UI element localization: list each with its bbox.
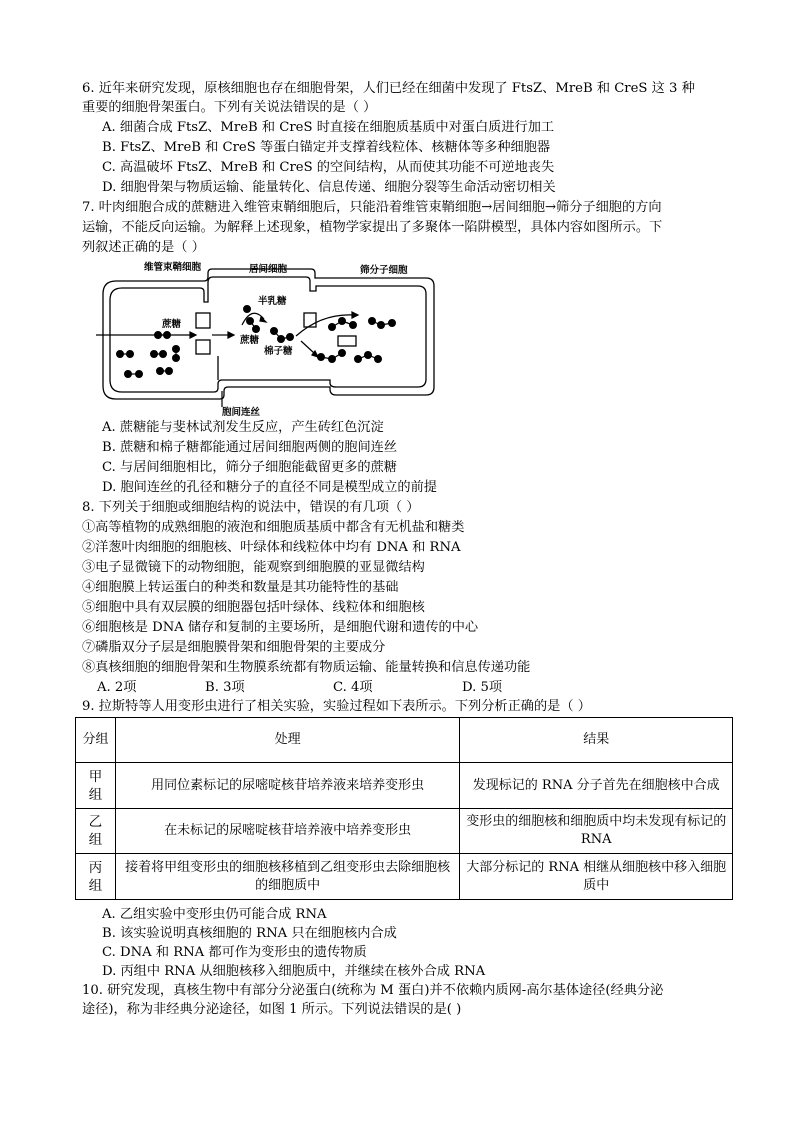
label-sucrose-middle: 蔗糖 <box>240 335 260 346</box>
label-sieve-element: 筛分子细胞 <box>360 265 408 276</box>
q8-option-a: A. 2项 <box>97 680 137 695</box>
group-cell <box>76 854 116 900</box>
label-intermediary-cell: 居间细胞 <box>249 264 288 275</box>
q6-option-d: D. 细胞骨架与物质运输、能量转化、信息传递、细胞分裂等生命活动密切相关 <box>102 180 556 195</box>
result-cell: 发现标记的 RNA 分子首先在细胞核中合成 <box>460 763 733 809</box>
q8-statement-5: ⑤细胞中具有双层膜的细胞器包括叶绿体、线粒体和细胞核 <box>82 600 425 615</box>
header-group: 分组 <box>76 718 116 763</box>
q8-statement-1: ①高等植物的成熟细胞的液泡和细胞质基质中都含有无机盐和糖类 <box>82 520 465 535</box>
group-label: 甲组 <box>88 768 103 803</box>
table-header-row <box>76 718 733 763</box>
q9-experiment-table <box>75 717 733 900</box>
label-raffinose: 棉子糖 <box>264 346 293 357</box>
header-treatment: 处理 <box>115 718 459 763</box>
treatment-cell: 在未标记的尿嘧啶核苷培养液中培养变形虫 <box>115 809 459 854</box>
q8-stem: 8. 下列关于细胞或细胞结构的说法中，错误的有几项（ ） <box>82 500 420 515</box>
q7-option-b: B. 蔗糖和棉子糖都能通过居间细胞两侧的胞间连丝 <box>102 440 398 455</box>
q6-stem-line1: 6. 近年来研究发现，原核细胞也存在细胞骨架，人们已经在细菌中发现了 FtsZ、MreB 和 CreS 这 3 种 <box>82 81 695 96</box>
q8-statement-4: ④细胞膜上转运蛋白的种类和数量是其功能特性的基础 <box>82 580 399 595</box>
header-result: 结果 <box>460 718 733 763</box>
polymer-trap-model-figure <box>96 261 436 417</box>
table-row <box>76 809 733 854</box>
q8-statement-8: ⑧真核细胞的细胞骨架和生物膜系统都有物质运输、能量转换和信息传递功能 <box>82 660 531 675</box>
table-row <box>76 854 733 900</box>
q7-option-d: D. 胞间连丝的孔径和糖分子的直径不同是模型成立的前提 <box>102 480 437 495</box>
q9-option-d: D. 丙组中 RNA 从细胞核移入细胞质中，并继续在核外合成 RNA <box>102 964 486 979</box>
q7-stem-line2: 运输，不能反向运输。为解释上述现象，植物学家提出了多聚体一陷阱模型，具体内容如图所示。下 <box>82 220 663 235</box>
q6-option-b: B. FtsZ、MreB 和 CreS 等蛋白锚定并支撑着线粒体、核糖体等多种细胞器 <box>102 140 551 155</box>
group-cell <box>76 763 116 809</box>
q10-stem-line2: 途径)，称为非经典分泌途径，如图 1 所示。下列说法错误的是( ) <box>82 1002 462 1017</box>
q8-statement-2: ②洋葱叶肉细胞的细胞核、叶绿体和线粒体中均有 DNA 和 RNA <box>82 540 461 555</box>
group-label: 乙组 <box>88 814 103 848</box>
q6-stem-line2: 重要的细胞骨架蛋白。下列有关说法错误的是（ ） <box>82 100 377 115</box>
q7-option-c: C. 与居间细胞相比，筛分子细胞能截留更多的蔗糖 <box>102 460 397 475</box>
q9-option-b: B. 该实验说明真核细胞的 RNA 只在细胞核内合成 <box>102 926 397 941</box>
label-plasmodesma: 胞间连丝 <box>222 407 261 417</box>
q8-option-c: C. 4项 <box>333 680 373 695</box>
result-cell: 变形虫的细胞核和细胞质中均未发现有标记的 RNA <box>460 809 733 854</box>
q8-statement-6: ⑥细胞核是 DNA 储存和复制的主要场所，是细胞代谢和遗传的中心 <box>82 620 479 635</box>
q10-stem-line1: 10. 研究发现，真核生物中有部分分泌蛋白(统称为 M 蛋白)并不依赖内质网-高尔基体途径(经典分泌 <box>82 983 664 998</box>
label-bundle-sheath-cell: 维管束鞘细胞 <box>144 262 202 273</box>
q9-option-a: A. 乙组实验中变形虫仍可能合成 RNA <box>102 907 327 922</box>
q8-statement-7: ⑦磷脂双分子层是细胞膜骨架和细胞骨架的主要成分 <box>82 640 386 655</box>
group-cell <box>76 809 116 854</box>
table-row <box>76 763 733 809</box>
q7-stem-line1: 7. 叶肉细胞合成的蔗糖进入维管束鞘细胞后，只能沿着维管束鞘细胞→居间细胞→筛分子细胞的方向 <box>82 200 662 215</box>
treatment-cell: 接着将甲组变形虫的细胞核移植到乙组变形虫去除细胞核的细胞质中 <box>115 854 459 900</box>
q9-stem: 9. 拉斯特等人用变形虫进行了相关实验，实验过程如下表所示。下列分析正确的是（ ） <box>82 699 591 714</box>
q7-option-a: A. 蔗糖能与斐林试剂发生反应，产生砖红色沉淀 <box>102 420 384 435</box>
q8-option-b: B. 3项 <box>205 680 245 695</box>
q7-stem-line3: 列叙述正确的是（ ） <box>82 240 205 255</box>
treatment-cell: 用同位素标记的尿嘧啶核苷培养液来培养变形虫 <box>115 763 459 809</box>
q8-statement-3: ③电子显微镜下的动物细胞，能观察到细胞膜的亚显微结构 <box>82 560 425 575</box>
result-cell: 大部分标记的 RNA 相继从细胞核中移入细胞质中 <box>460 854 733 900</box>
group-label: 丙组 <box>88 859 103 894</box>
q8-option-d: D. 5项 <box>462 680 503 695</box>
label-galactose: 半乳糖 <box>258 296 287 307</box>
label-sucrose-left: 蔗糖 <box>162 319 182 330</box>
q6-option-a: A. 细菌合成 FtsZ、MreB 和 CreS 时直接在细胞质基质中对蛋白质进行加工 <box>102 120 555 135</box>
q9-option-c: C. DNA 和 RNA 都可作为变形虫的遗传物质 <box>102 945 367 960</box>
q6-option-c: C. 高温破坏 FtsZ、MreB 和 CreS 的空间结构，从而使其功能不可逆地丧失 <box>102 160 555 175</box>
